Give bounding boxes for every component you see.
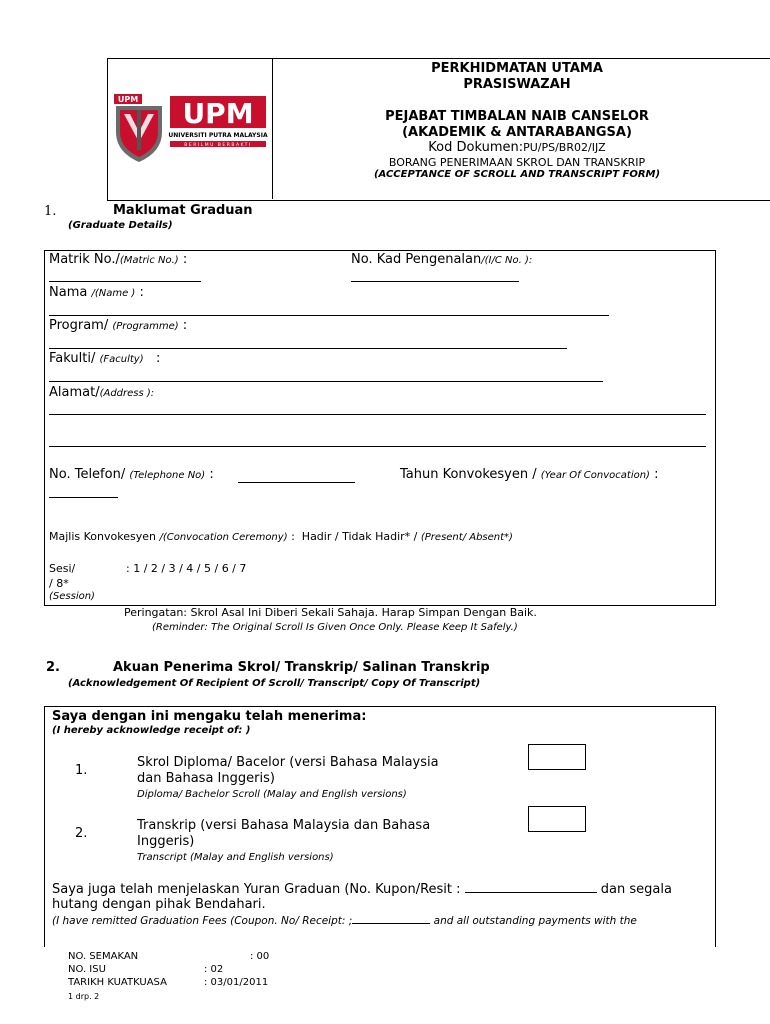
section1-number: 1. xyxy=(44,204,57,219)
ic-label: No. Kad Pengenalan xyxy=(351,252,482,267)
fees-text-b: dan segala xyxy=(600,882,672,897)
ceremony-options-en: (Present/ Absent*) xyxy=(420,532,513,543)
declaration-text-en: (I hereby acknowledge receipt of: ) xyxy=(52,725,251,736)
fees-line-en xyxy=(52,914,637,927)
ic-label-en: /(I/C No. ): xyxy=(481,255,533,266)
ceremony-label-en: /(Convocation Ceremony) xyxy=(159,532,288,543)
form-title-en: (ACCEPTANCE OF SCROLL AND TRANSCRIPT FORM) xyxy=(373,169,661,181)
section1-title: Maklumat Graduan xyxy=(113,203,253,218)
section2-title: Akuan Penerima Skrol/ Transkrip/ Salinan Transkrip xyxy=(113,660,490,675)
footer-semakan-label: NO. SEMAKAN xyxy=(68,951,139,962)
logo-university: UNIVERSITI PUTRA MALAYSIA xyxy=(168,132,268,139)
session-label-en: (Session) xyxy=(49,591,95,602)
convo-year-field-label: Tahun Konvokesyen / (Year Of Convocation) : xyxy=(400,467,659,482)
section2-number: 2. xyxy=(46,660,60,675)
item2-number: 2. xyxy=(75,826,88,841)
reminder-text-en: (Reminder: The Original Scroll Is Given Once Only. Please Keep It Safely.) xyxy=(152,622,518,633)
footer-semakan-value: : 00 xyxy=(250,951,270,962)
office-line1: PEJABAT TIMBALAN NAIB CANSELOR xyxy=(385,109,649,125)
faculty-field-label: Fakulti/ (Faculty) : xyxy=(49,351,161,366)
ic-field-label xyxy=(351,252,532,267)
matric-field-label: Matrik No./(Matric No.) : xyxy=(49,252,188,267)
address-label: Alamat/ xyxy=(49,385,100,400)
name-field-label: Nama /(Name ) : xyxy=(49,285,144,300)
ceremony-options[interactable]: Hadir / Tidak Hadir* / xyxy=(301,530,418,543)
item1-line1: Skrol Diploma/ Bacelor (versi Bahasa Malaysia xyxy=(137,755,439,770)
org-line2: PRASISWAZAH xyxy=(463,76,571,92)
session-label: Sesi/ xyxy=(49,562,76,575)
item2-text xyxy=(137,818,430,850)
upm-logo xyxy=(112,92,268,164)
fees-en-a: (I have remitted Graduation Fees (Coupon. No/ Receipt: ; xyxy=(52,915,353,927)
doc-code xyxy=(272,140,762,156)
session-options-cont[interactable]: / 8* xyxy=(49,577,69,590)
convo-year-label-en: (Year Of Convocation) xyxy=(540,470,650,481)
item1-line2: dan Bahasa Inggeris) xyxy=(137,771,275,786)
declaration-text: Saya dengan ini mengaku telah menerima: xyxy=(52,709,367,724)
receipt-input-line[interactable] xyxy=(465,881,597,893)
logo-word: UPM xyxy=(182,97,254,130)
upm-crest-icon xyxy=(112,92,268,164)
name-label-en: /(Name ) xyxy=(91,288,136,299)
item2-line2: Inggeris) xyxy=(137,834,195,849)
doc-code-value: PU/PS/BR02/IJZ xyxy=(523,141,606,155)
matric-input-line[interactable] xyxy=(49,281,201,282)
faculty-label-en: (Faculty) xyxy=(99,354,144,365)
matric-label-en: (Matric No.) xyxy=(119,255,179,266)
program-field-label: Program/ (Programme) : xyxy=(49,318,188,333)
ic-input-line[interactable] xyxy=(351,281,519,282)
item2-line1: Transkrip (versi Bahasa Malaysia dan Bahasa xyxy=(137,818,431,833)
logo-badge-text: UPM xyxy=(117,95,139,104)
ceremony-label: Majlis Konvokesyen xyxy=(49,530,156,543)
phone-label-en: (Telephone No) xyxy=(129,470,206,481)
convo-year-label: Tahun Konvokesyen / xyxy=(400,467,537,482)
faculty-input-line[interactable] xyxy=(49,381,603,382)
office-line2: (AKADEMIK & ANTARABANGSA) xyxy=(402,124,632,140)
doc-code-label: Kod Dokumen: xyxy=(428,140,524,156)
address-field-label xyxy=(49,385,154,400)
item1-number: 1. xyxy=(75,763,88,778)
name-label: Nama xyxy=(49,285,88,300)
item1-text xyxy=(137,755,439,787)
footer-page: 1 drp. 2 xyxy=(68,992,100,1001)
address-label-en: (Address ): xyxy=(99,388,155,399)
section2-subtitle: (Acknowledgement Of Recipient Of Scroll/ Transcript/ Copy Of Transcript) xyxy=(68,678,481,689)
receipt-en-input-line[interactable] xyxy=(352,914,430,924)
org-line1: PERKHIDMATAN UTAMA xyxy=(431,61,603,76)
fees-line1 xyxy=(52,881,672,897)
footer-tarikh-value: : 03/01/2011 xyxy=(204,977,269,988)
phone-label: No. Telefon/ xyxy=(49,467,126,482)
ceremony-field: Majlis Konvokesyen /(Convocation Ceremony) : Hadir / Tidak Hadir* / (Present/ Absent*) xyxy=(49,530,513,543)
fees-text-a: Saya juga telah menjelaskan Yuran Graduan (No. Kupon/Resit : xyxy=(52,882,461,897)
footer-isu-value: : 02 xyxy=(204,964,224,975)
program-label-en: (Programme) xyxy=(112,321,179,332)
phone-input-line[interactable] xyxy=(238,482,355,483)
graduate-details-box xyxy=(44,250,716,606)
header-text-block xyxy=(272,58,762,181)
convo-year-input-line[interactable] xyxy=(49,497,118,498)
section1-subtitle: (Graduate Details) xyxy=(68,220,173,231)
footer-tarikh-label: TARIKH KUATKUASA xyxy=(68,977,167,988)
item2-text-en: Transcript (Malay and English versions) xyxy=(137,852,334,863)
session-options[interactable]: : 1 / 2 / 3 / 4 / 5 / 6 / 7 xyxy=(126,562,247,575)
address-input-line-2[interactable] xyxy=(49,446,706,447)
transcript-checkbox[interactable] xyxy=(528,806,586,832)
fees-en-b: and all outstanding payments with the xyxy=(433,915,637,927)
phone-field-label: No. Telefon/ (Telephone No) : xyxy=(49,467,214,482)
form-title: BORANG PENERIMAAN SKROL DAN TRANSKRIP xyxy=(388,155,646,169)
program-label: Program/ xyxy=(49,318,109,333)
matric-label: Matrik No./ xyxy=(49,252,120,267)
item1-text-en: Diploma/ Bachelor Scroll (Malay and English versions) xyxy=(137,789,407,800)
scroll-checkbox[interactable] xyxy=(528,744,586,770)
faculty-label: Fakulti/ xyxy=(49,351,96,366)
address-input-line-1[interactable] xyxy=(49,414,706,415)
footer-isu-label: NO. ISU xyxy=(68,964,106,975)
fees-line2: hutang dengan pihak Bendahari. xyxy=(52,897,266,912)
program-input-line[interactable] xyxy=(49,348,567,349)
name-input-line[interactable] xyxy=(49,315,609,316)
logo-motto: BERILMU BERBAKTI xyxy=(184,143,252,148)
reminder-text: Peringatan: Skrol Asal Ini Diberi Sekali Sahaja. Harap Simpan Dengan Baik. xyxy=(124,606,537,619)
